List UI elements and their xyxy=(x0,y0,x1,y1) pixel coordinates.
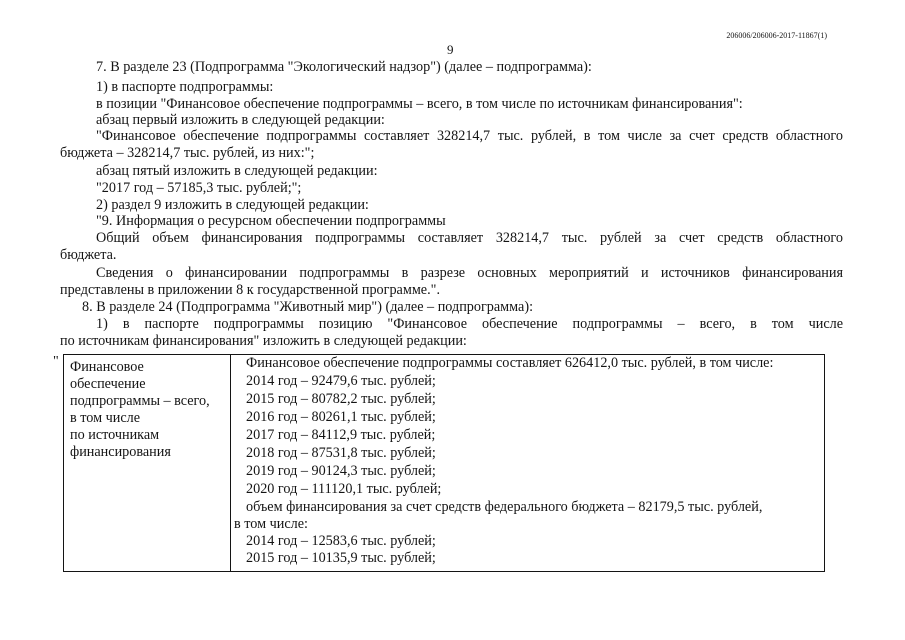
opening-quote: " xyxy=(53,354,59,369)
table-column-divider xyxy=(230,354,231,572)
table-left-cell-line: обеспечение xyxy=(70,376,146,392)
paragraph-passport-position-line1: 1) в паспорте подпрограммы позицию "Финансовое обеспечение подпрограммы – всего, в том числе xyxy=(96,316,843,332)
paragraph-abzac-fifth: абзац пятый изложить в следующей редакции: xyxy=(96,163,378,179)
paragraph-financing-line2: бюджета – 328214,7 тыс. рублей, из них:"; xyxy=(60,145,315,161)
paragraph-total-volume-line2: бюджета. xyxy=(60,247,117,263)
table-right-cell-line: 2020 год – 111120,1 тыс. рублей; xyxy=(246,481,442,497)
table-right-cell-line: 2016 год – 80261,1 тыс. рублей; xyxy=(246,409,436,425)
table-right-cell-line: 2019 год – 90124,3 тыс. рублей; xyxy=(246,463,436,479)
paragraph-abzac-first: абзац первый изложить в следующей редакции: xyxy=(96,112,385,128)
document-id: 206006/206006-2017-11867(1) xyxy=(726,31,827,40)
table-left-cell-line: финансирования xyxy=(70,444,171,460)
page-number: 9 xyxy=(447,42,454,57)
table-left-cell-line: подпрограммы – всего, xyxy=(70,393,210,409)
paragraph-2017-value: "2017 год – 57185,3 тыс. рублей;"; xyxy=(96,180,302,196)
paragraph-passport: 1) в паспорте подпрограммы: xyxy=(96,79,274,95)
passport-table xyxy=(63,354,825,572)
table-right-cell-line: объем финансирования за счет средств федерального бюджета – 82179,5 тыс. рублей, xyxy=(246,499,763,515)
paragraph-position: в позиции "Финансовое обеспечение подпрограммы – всего, в том числе по источникам финансирования": xyxy=(96,96,743,112)
table-right-cell-line: 2015 год – 80782,2 тыс. рублей; xyxy=(246,391,436,407)
paragraph-information-line1: Сведения о финансировании подпрограммы в разрезе основных мероприятий и источников финансирования xyxy=(96,265,843,281)
paragraph-section-9: 2) раздел 9 изложить в следующей редакции: xyxy=(96,197,369,213)
table-right-cell-line: 2017 год – 84112,9 тыс. рублей; xyxy=(246,427,436,443)
paragraph-financing-line1: "Финансовое обеспечение подпрограммы составляет 328214,7 тыс. рублей, в том числе за счет средств областного xyxy=(96,128,843,144)
paragraph-information-line2: представлены в приложении 8 к государственной программе.". xyxy=(60,282,440,298)
table-right-cell-line: Финансовое обеспечение подпрограммы составляет 626412,0 тыс. рублей, в том числе: xyxy=(246,355,774,371)
paragraph-section-8-heading: 8. В разделе 24 (Подпрограмма "Животный мир") (далее – подпрограмма): xyxy=(82,299,534,315)
table-right-cell-line: 2018 год – 87531,8 тыс. рублей; xyxy=(246,445,436,461)
table-left-cell-line: по источникам xyxy=(70,427,160,443)
table-left-cell-line: Финансовое xyxy=(70,359,144,375)
table-left-cell-line: в том числе xyxy=(70,410,141,426)
paragraph-section-7-heading: 7. В разделе 23 (Подпрограмма "Экологический надзор") (далее – подпрограмма): xyxy=(96,59,592,75)
table-right-cell-line: 2014 год – 12583,6 тыс. рублей; xyxy=(246,533,436,549)
table-right-cell-line: в том числе: xyxy=(234,516,308,532)
paragraph-total-volume-line1: Общий объем финансирования подпрограммы составляет 328214,7 тыс. рублей за счет средств областного xyxy=(96,230,843,246)
paragraph-section-9-title: "9. Информация о ресурсном обеспечении подпрограммы xyxy=(96,213,446,229)
paragraph-passport-position-line2: по источникам финансирования" изложить в следующей редакции: xyxy=(60,333,467,349)
table-right-cell-line: 2015 год – 10135,9 тыс. рублей; xyxy=(246,550,436,566)
table-right-cell-line: 2014 год – 92479,6 тыс. рублей; xyxy=(246,373,436,389)
